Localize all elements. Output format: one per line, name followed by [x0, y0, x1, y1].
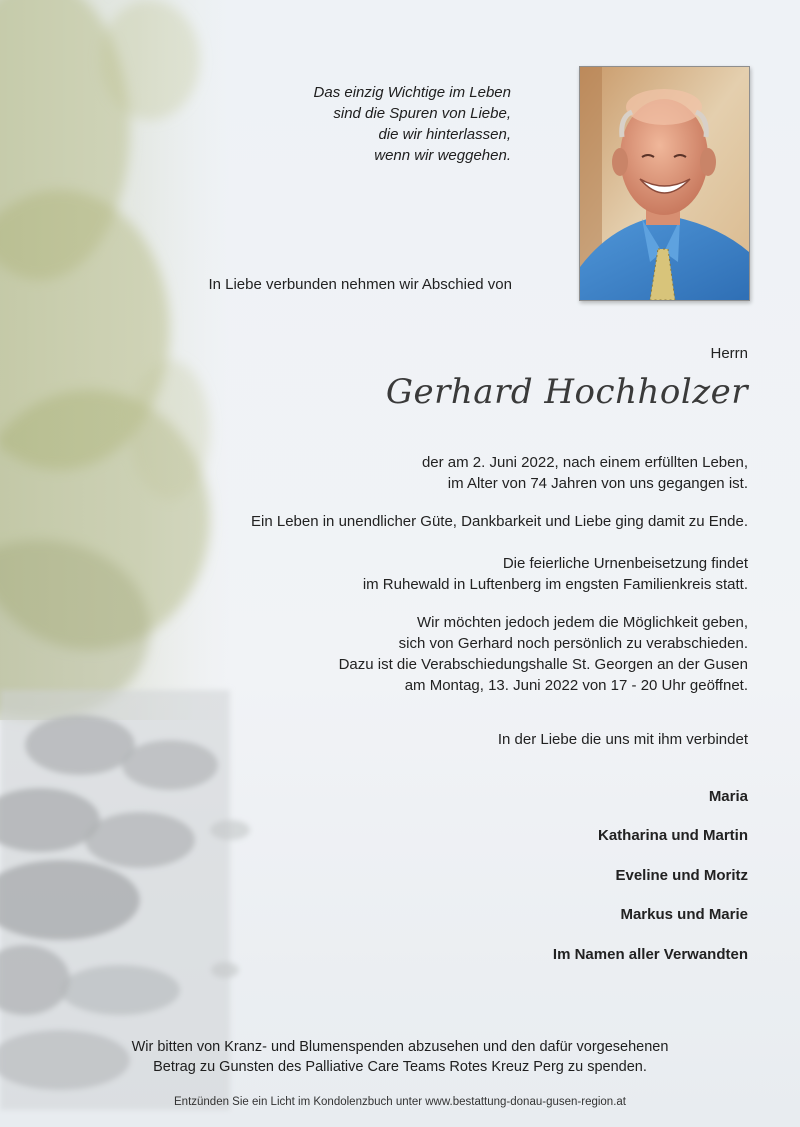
condolence-footer: Entzünden Sie ein Licht im Kondolenzbuch unter www.bestattung-donau-gusen-region.at — [174, 1096, 626, 1108]
family-member: Markus und Marie — [620, 906, 748, 923]
burial-line: Die feierliche Urnenbeisetzung findet — [502, 555, 748, 572]
death-notice — [422, 452, 748, 494]
salutation: Herrn — [710, 345, 748, 362]
donation-note — [0, 1037, 800, 1077]
family-member: Maria — [708, 788, 748, 805]
farewell-line: Dazu ist die Verabschiedungshalle St. Georgen an der Gusen — [338, 656, 748, 673]
bond-line: In der Liebe die uns mit ihm verbindet — [497, 731, 748, 748]
farewell-notice — [339, 612, 748, 696]
donation-note-line: Wir bitten von Kranz- und Blumenspenden abzusehen und den dafür vorgesehenen — [131, 1039, 669, 1055]
farewell-line: sich von Gerhard noch persönlich zu verabschieden. — [398, 635, 748, 652]
quote-line: Das einzig Wichtige im Leben — [313, 84, 511, 101]
deceased-name: Gerhard Hochholzer — [385, 372, 748, 412]
family-member: Katharina und Martin — [597, 827, 748, 844]
family-member: Eveline und Moritz — [615, 867, 748, 884]
death-notice-line: der am 2. Juni 2022, nach einem erfüllten Leben, — [421, 454, 748, 471]
memorial-quote — [314, 82, 511, 166]
portrait-photo — [579, 66, 750, 301]
quote-line: wenn wir weggehen. — [374, 147, 511, 164]
death-notice-line: im Alter von 74 Jahren von uns gegangen ist. — [447, 475, 748, 492]
intro-line: In Liebe verbunden nehmen wir Abschied von — [208, 276, 512, 293]
burial-notice — [363, 553, 748, 595]
donation-note-line: Betrag zu Gunsten des Palliative Care Teams Rotes Kreuz Perg zu spenden. — [153, 1059, 647, 1075]
life-line: Ein Leben in unendlicher Güte, Dankbarkeit und Liebe ging damit zu Ende. — [251, 513, 748, 530]
farewell-line: am Montag, 13. Juni 2022 von 17 - 20 Uhr geöffnet. — [404, 677, 748, 694]
burial-line: im Ruhewald in Luftenberg im engsten Familienkreis statt. — [362, 576, 748, 593]
family-member: Im Namen aller Verwandten — [552, 946, 748, 963]
quote-line: die wir hinterlassen, — [378, 126, 511, 143]
quote-line: sind die Spuren von Liebe, — [333, 105, 511, 122]
farewell-line: Wir möchten jedoch jedem die Möglichkeit geben, — [416, 614, 748, 631]
